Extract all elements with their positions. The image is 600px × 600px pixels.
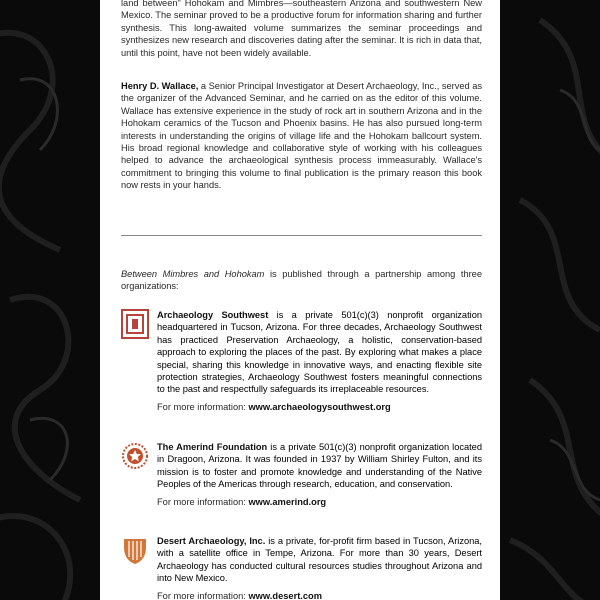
intro-paragraph: [121, 0, 482, 59]
section-divider: [121, 235, 482, 236]
archaeology-southwest-logo-icon: [121, 309, 149, 339]
editor-name: Henry D. Wallace,: [121, 81, 199, 91]
org-name: Desert Archaeology, Inc.: [157, 536, 266, 546]
book-title: Between Mimbres and Hohokam: [121, 269, 265, 279]
partner-desert-archaeology: [121, 535, 482, 600]
org-url-link[interactable]: www.amerind.org: [248, 496, 327, 507]
partnership-intro: [121, 268, 482, 293]
editor-bio-text: a Senior Principal Investigator at Desert Archaeology, Inc., served as the organizer of the Advanced Seminar, and he carried on as the editor of this volume. Wallace has extensive experience in the study of rock art in southern Arizona and in the Hohokam ceramics of the Tucson and Phoenix basins. He has also pursued long-term interests in understanding the origins of village life and the Hohokam ballcourt system. His broad regional knowledge and collaborative style of working with his colleagues helped to advance the archaeological synthesis process immeasurably. Wallace's commitment to bringing this volume to final publication is the primary reason this book now rests in your hands.: [121, 81, 482, 191]
org-url-link[interactable]: www.desert.com: [248, 590, 322, 600]
partnership-intro-text: is published through a partnership among three organizations:: [121, 269, 482, 292]
book-back-cover-page: [100, 0, 500, 600]
more-info-label: For more information:: [157, 496, 249, 507]
org-description: is a private 501(c)(3) nonprofit organization located in Dragoon, Arizona. It was founded in 1937 by William Shirley Fulton, and its mission is to foster and promote knowledge and understanding of the Native Peoples of the Americas through research, education, and conservation.: [157, 442, 482, 490]
desert-archaeology-logo-icon: [121, 535, 149, 565]
partner-archaeology-southwest: [121, 309, 482, 429]
amerind-foundation-logo-icon: [121, 441, 149, 471]
intro-text: land between" Hohokam and Mimbres—southeastern Arizona and southwestern New Mexico. The seminar proved to be a productive forum for information sharing and further synthesis. This long-awaited volume summarizes the seminar proceedings and synthesizes new research and discoveries dating after the seminar. It is rich in data that, until this point, have not been widely available.: [121, 0, 482, 58]
org-description: is a private, for-profit firm based in Tucson, Arizona, with a satellite office in Tempe, Arizona. For more than 30 years, Desert Archaeology has conducted cultural resources studies throughout Arizona and into New Mexico.: [157, 536, 482, 584]
more-info-label: For more information:: [157, 401, 249, 412]
org-url-link[interactable]: www.archaeologysouthwest.org: [248, 401, 391, 412]
org-name: The Amerind Foundation: [157, 442, 268, 452]
editor-bio: [121, 80, 482, 192]
org-description: is a private 501(c)(3) nonprofit organization headquartered in Tucson, Arizona. For three decades, Archaeology Southwest has practiced Preservation Archaeology, a holistic, conservation-based approach to exploring the places of the past. By exploring what makes a place special, sharing this knowledge in innovative ways, and enacting flexible site protection strategies, Archaeology Southwest fosters meaningful connections to the past and respectfully safeguards its irreplaceable resources.: [157, 310, 482, 395]
more-info-label: For more information:: [157, 590, 249, 600]
org-name: Archaeology Southwest: [157, 310, 269, 320]
